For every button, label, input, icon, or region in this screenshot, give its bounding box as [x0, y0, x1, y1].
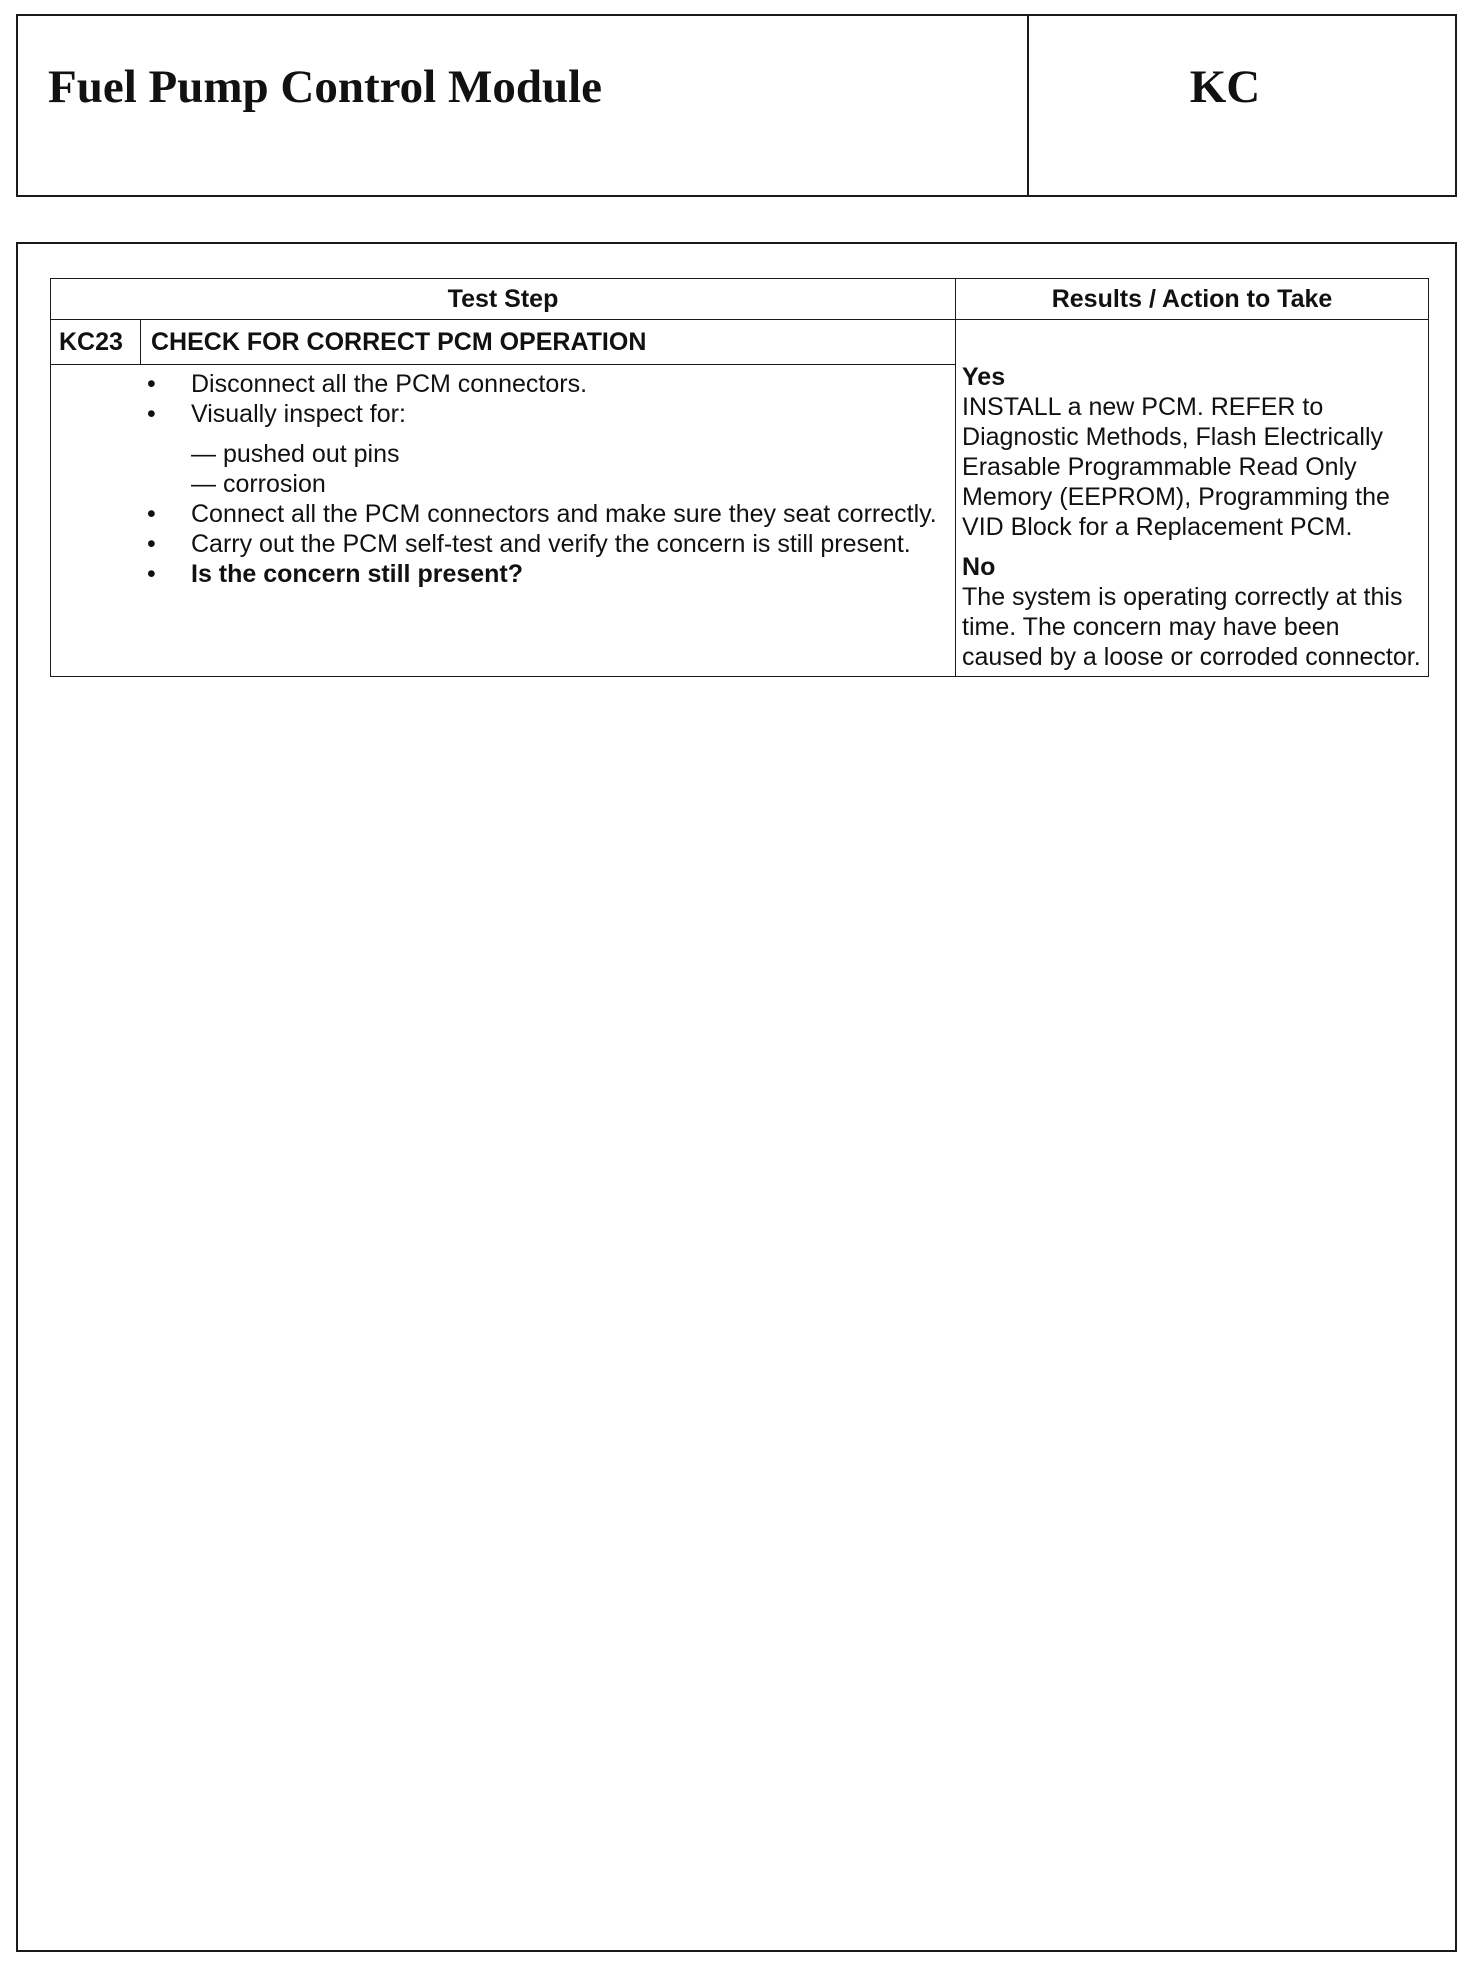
instruction-text: Connect all the PCM connectors and make sure they seat correctly.: [191, 500, 937, 528]
step-title: CHECK FOR CORRECT PCM OPERATION: [141, 320, 956, 365]
list-item: [147, 499, 945, 529]
results-column-header: Results / Action to Take: [956, 279, 1429, 320]
list-item: [147, 529, 945, 559]
test-step-table: [50, 278, 1429, 677]
yes-action: INSTALL a new PCM. REFER to Diagnostic Methods, Flash Electrically Erasable Programmable Read Only Memory (EEPROM), Programming the VID Block for a Replacement PCM.: [962, 393, 1390, 541]
list-item: [147, 399, 945, 499]
page-title: Fuel Pump Control Module: [48, 61, 603, 113]
step-instructions: [51, 365, 956, 677]
section-code: KC: [1189, 61, 1261, 113]
instruction-list: [51, 369, 945, 589]
yes-label: Yes: [962, 363, 1006, 391]
test-step-column-header: Test Step: [51, 279, 956, 320]
sub-list-item: — pushed out pins: [191, 440, 400, 468]
instruction-text: Disconnect all the PCM connectors.: [191, 370, 588, 398]
step-title-row: [51, 320, 1429, 365]
no-label: No: [962, 553, 996, 581]
list-item: [147, 559, 945, 589]
sub-list-item: — corrosion: [191, 470, 326, 498]
decision-question: Is the concern still present?: [191, 560, 524, 588]
results-cell: [956, 320, 1429, 677]
step-id: KC23: [51, 320, 141, 365]
instruction-text: Visually inspect for:: [191, 400, 406, 428]
table-header-row: [51, 279, 1429, 320]
inspection-sublist: [191, 439, 945, 499]
list-item: [147, 369, 945, 399]
instruction-text: Carry out the PCM self-test and verify the concern is still present.: [191, 530, 911, 558]
no-action: The system is operating correctly at this time. The concern may have been caused by a loose or corroded connector.: [962, 583, 1421, 671]
